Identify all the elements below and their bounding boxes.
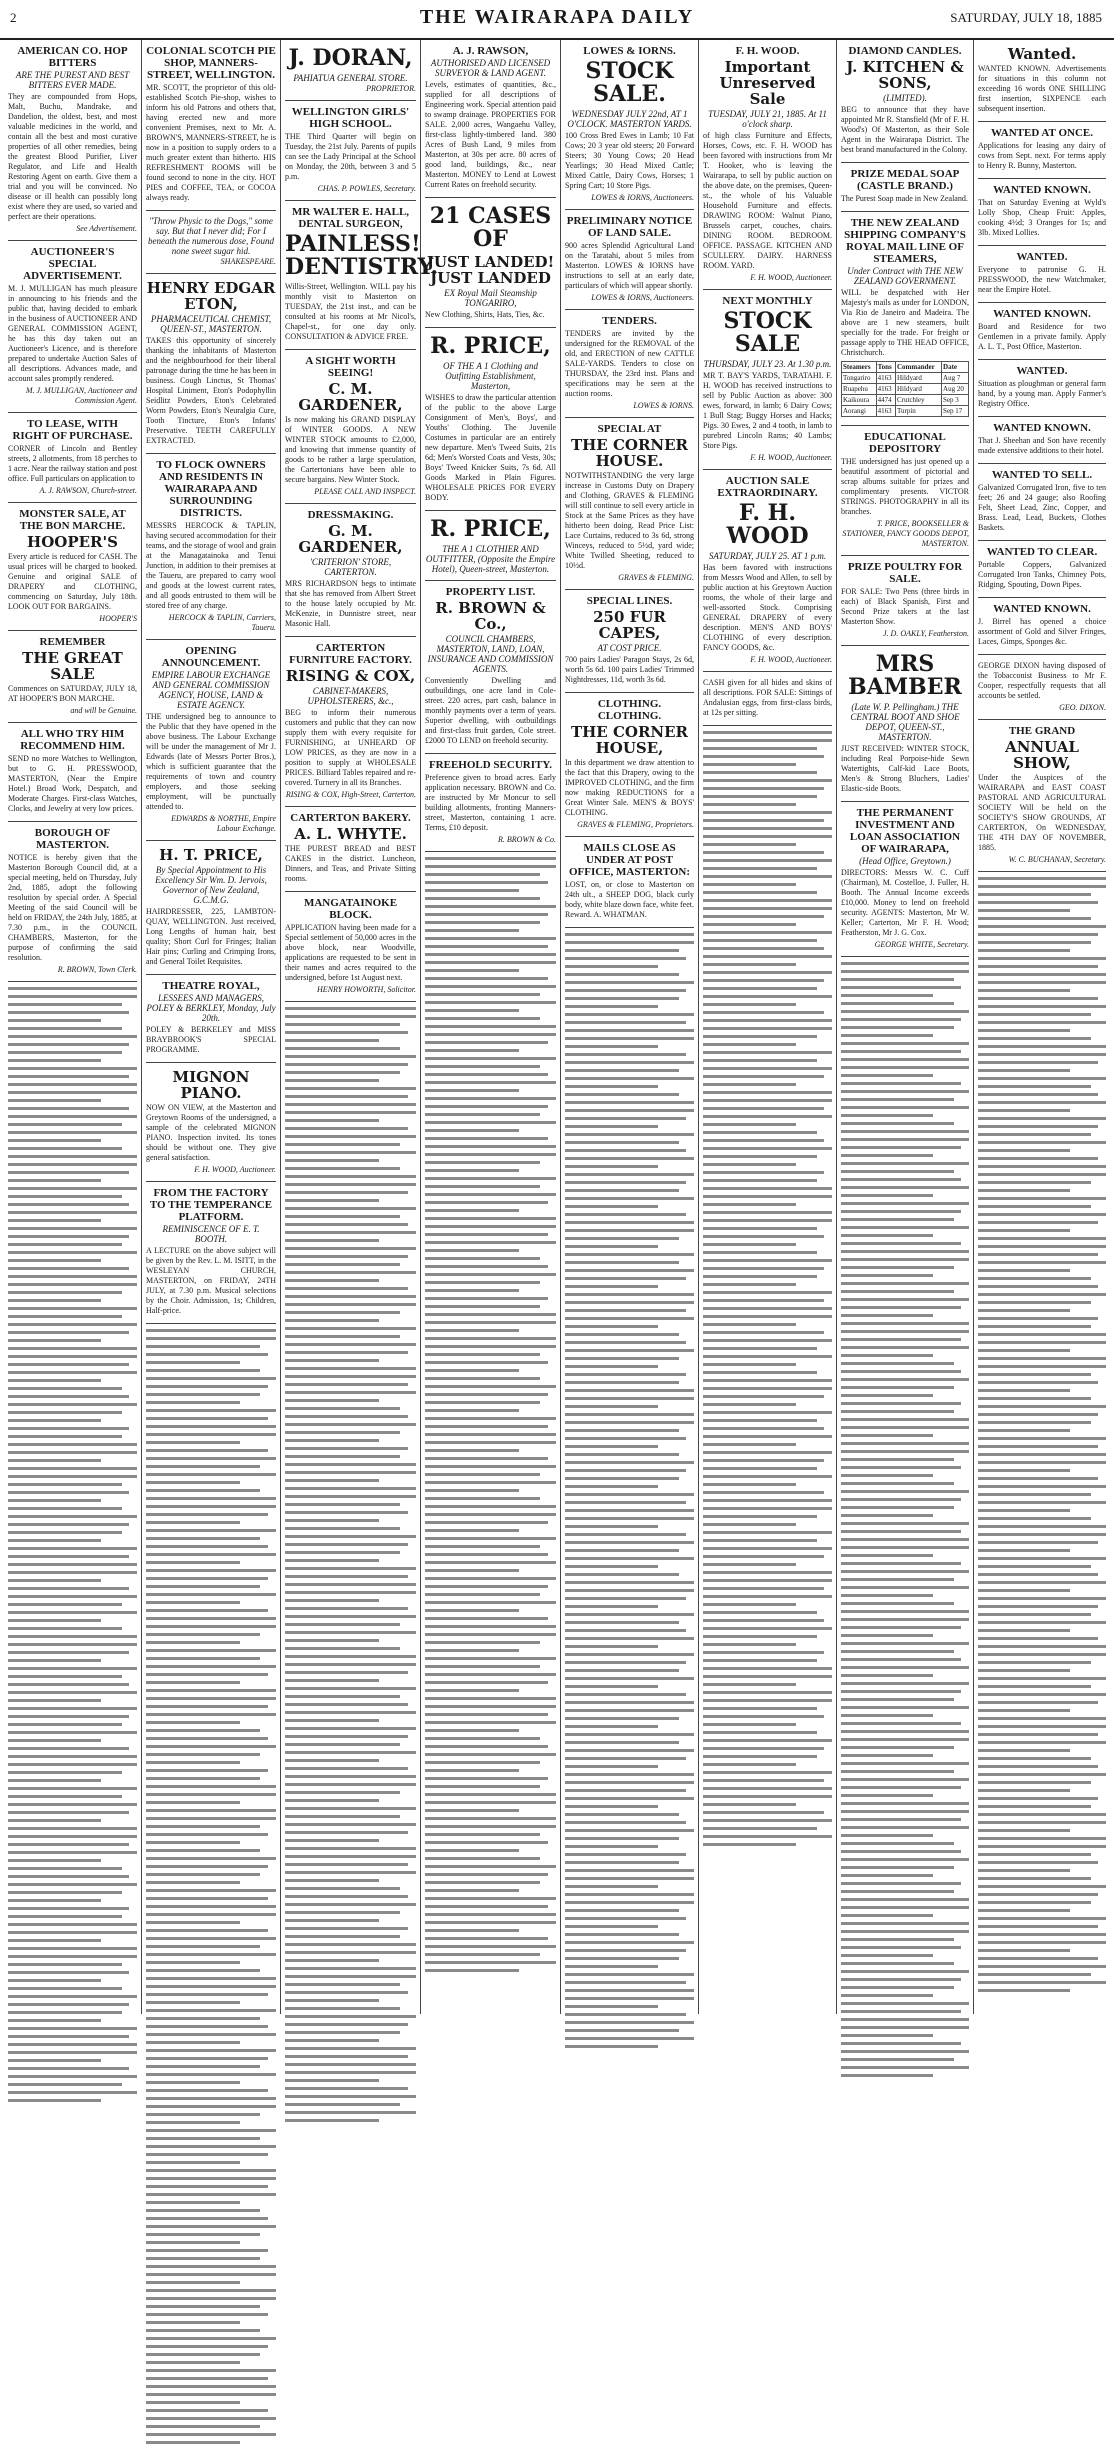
ad-subheading: (Late W. P. Pellingham.) THE CENTRAL BOOT AND SHOE DEPOT, QUEEN-ST., MASTERTON. xyxy=(850,702,960,742)
ad-heading: AUCTION SALE EXTRAORDINARY. xyxy=(717,475,818,499)
ad-body-text: APPLICATION having been made for a Special settlement of 50,000 acres in the above block, near Woodville, applications are requested to be sent in their names and acres required to the undersigned, before 1st August next. xyxy=(285,923,416,982)
ad-display-heading: MRS BAMBER xyxy=(848,651,962,700)
ad-signature: T. PRICE, BOOKSELLER & STATIONER, FANCY GOODS DEPOT, MASTERTON. xyxy=(842,519,969,548)
ad-heading: WANTED KNOWN. xyxy=(993,184,1091,196)
ad-body-text: CORNER of Lincoln and Bentley streets, 2 allotments, from 18 perches to 1 acre. Near the railway station and post office. Full particulars on application to xyxy=(8,444,137,483)
advertisement xyxy=(565,210,694,310)
ad-body-text: HAIRDRESSER, 225, LAMBTON-QUAY, WELLINGTON. Just received, Long Lengths of human hair, best quality; Short Curl for Fringes; Italian Hair pins; Curling and Crimping Irons, and General Toilet Requisites. xyxy=(146,907,276,966)
advertisement xyxy=(425,511,556,581)
ad-heading: FREEHOLD SECURITY. xyxy=(428,759,553,771)
advertisement xyxy=(565,693,694,837)
ad-body-text: THE PUREST BREAD and BEST CAKES in the district. Luncheon, Dinners, and Teas, and Private Sitting rooms. xyxy=(285,844,416,883)
advertisement xyxy=(978,246,1106,303)
ad-subheading: WEDNESDAY JULY 22nd, AT 1 O'CLOCK. MASTERTON YARDS. xyxy=(567,109,692,129)
ad-heading: TO FLOCK OWNERS AND RESIDENTS IN WAIRARAPA AND SURROUNDING DISTRICTS. xyxy=(156,459,266,519)
ad-body-text: MESSRS HERCOCK & TAPLIN, having secured accommodation for their teams, and the storage of wool and grain at the Managatainoka and Tenui Junction, in addition to their premises at the Taueru, are prepared to carry wool and goods at the lowest current rates, and all goods entrusted to them will be stored free of any charge. xyxy=(146,521,276,610)
ad-body-text: Applications for leasing any dairy of cows from Sept. next. For terms apply to Henry R. Bunny, Masterton. xyxy=(978,141,1106,170)
table-cell: Sep 17 xyxy=(942,406,969,417)
ad-subheading: LESSEES AND MANAGERS, POLEY & BERKLEY, Monday, July 20th. xyxy=(146,993,276,1023)
advertisement xyxy=(8,723,137,822)
ad-body-text: MRS RICHARDSON begs to intimate that she has removed from Albert Street to the house lately occupied by Mr. McKenzie, in Dunnistre street, near Masonic Hall. xyxy=(285,579,416,628)
ad-subheading: TUESDAY, JULY 21, 1885. At 11 o'clock sharp. xyxy=(708,109,827,129)
ad-signature: LOWES & IORNS. xyxy=(633,401,694,410)
columns xyxy=(4,40,1110,2014)
ad-heading: MANGATAINOKE BLOCK. xyxy=(303,897,398,921)
ad-heading: WANTED AT ONCE. xyxy=(991,127,1093,139)
advertisement xyxy=(565,590,694,693)
ad-signature: GEO. DIXON. xyxy=(1059,703,1106,712)
advertisement xyxy=(978,303,1106,360)
advertisement xyxy=(703,470,832,672)
advertisement xyxy=(425,328,556,511)
ad-body-text: MR T. BAY'S YARDS, TARATAHI. F. H. WOOD has received instructions to sell by Public Auction as above: 300 ewes, forward, in lamb; 6 Dairy Cows; 1 Bull Stag; Buggy Horses and Hacks; Pigs. 30 Ewes, 2 and 4 tooth, in lamb to purebred Lincoln Rams; 40 Lambs; Store Pigs. xyxy=(703,371,832,450)
ad-body-text: GEORGE DIXON having disposed of the Tobacconist Business to Mr F. Cooper, respectfully requests that all accounts be settled. xyxy=(978,661,1106,700)
table-cell: Hildyard xyxy=(896,384,942,395)
ad-body-text: BEG to inform their numerous customers and public that they can now supply them with every requisite for FURNISHING, at UNHEARD OF LOW PRICES, as they are now in a position to supply at WHOLESALE PRICES. Billiard Tables repaired and re-covered. Turnery in all its Branches. xyxy=(285,708,416,787)
ad-subheading: 'CRITERION' STORE, CARTERTON. xyxy=(309,557,392,577)
advertisement xyxy=(285,40,416,101)
ad-body-text: DIRECTORS: Messrs W. C. Cuff (Chairman), M. Costelloe, J. Fuller, H. Booth. The Annual Income exceeds £10,000. Money to lend on freehold security. AGENTS: Masterton, Mr W. Keller; Carterton, Mr F. H. Wood; Featherston, Mr J. G. Cox. xyxy=(841,868,969,937)
ad-heading: WANTED KNOWN. xyxy=(993,422,1091,434)
ad-body-text: A LECTURE on the above subject will be given by the Rev. L. M. ISITT, in the WESLEYAN CHURCH, MASTERTON, on FRIDAY, 24TH JULY, at 7.30 p.m. Musical selections by the Choir. Admission, 1s; Children, Half-price. xyxy=(146,1246,276,1315)
ad-subheading: PAHIATUA GENERAL STORE. xyxy=(293,73,408,83)
table-cell: 4163 xyxy=(876,373,895,384)
ad-subheading: EX Royal Mail Steamship TONGARIRO, xyxy=(444,288,537,308)
ad-heading: WANTED. xyxy=(1016,251,1068,263)
ad-body-text: SEND no more Watches to Wellington, but to G. H. PRESSWOOD, MASTERTON, (Near the Empire Hotel.) Broad Work, Despatch, and Moderate Charges. First-class Watches, Clocks, and Jewelry at very low prices. xyxy=(8,754,137,813)
ad-subheading: REMINISCENCE OF E. T. BOOTH. xyxy=(162,1224,260,1244)
ad-heading: AUCTIONEER'S SPECIAL ADVERTISEMENT. xyxy=(23,246,122,282)
ad-body-text: FOR SALE: Two Pens (three birds in each) of Black Spanish, First and Second Prize takers at the last Masterton Show. xyxy=(841,587,969,626)
ad-display-heading: STOCK SALE xyxy=(723,308,812,357)
small-print-filler xyxy=(285,1007,416,2122)
ad-body-text: JUST RECEIVED: WINTER STOCK, including Real Porpoise-hide Sewn Watertights, Calf-kid Lace Boots, Men's & Strong Bluchers, Ladies' Elastic-side Boots. xyxy=(841,744,969,793)
ad-signature: See Advertisement. xyxy=(76,224,137,233)
ad-heading: DIAMOND CANDLES. xyxy=(848,45,962,57)
advertisement xyxy=(425,754,556,852)
table-row xyxy=(842,384,969,395)
advertisement xyxy=(285,201,439,350)
advertisement xyxy=(285,350,416,504)
advertisement xyxy=(978,541,1106,598)
ad-heading: OPENING ANNOUNCEMENT. xyxy=(161,645,261,669)
advertisement xyxy=(978,40,1106,122)
advertisement xyxy=(978,720,1106,872)
table-cell: Aug 7 xyxy=(942,373,969,384)
ad-subheading: "Throw Physic to the Dogs," some say. But that I never did; For I beneath the numerous dose, Found none sweet sugar hid. xyxy=(148,216,274,256)
ad-heading: DRESSMAKING. xyxy=(307,509,394,521)
ad-subheading: COUNCIL CHAMBERS, MASTERTON, LAND, LOAN, INSURANCE AND COMMISSION AGENTS. xyxy=(427,634,554,674)
ad-signature: R. BROWN & Co. xyxy=(498,835,556,844)
advertisement xyxy=(565,40,694,210)
ad-display-heading: STOCK SALE. xyxy=(585,58,674,107)
ad-subheading: PHARMACEUTICAL CHEMIST, QUEEN-ST., MASTERTON. xyxy=(150,314,272,334)
table-header-cell: Commander xyxy=(896,362,942,373)
table-row xyxy=(842,362,969,373)
advertisement xyxy=(146,841,276,975)
ad-heading: THE PERMANENT INVESTMENT AND LOAN ASSOCIATION OF WAIRARAPA, xyxy=(849,807,961,855)
ad-signature: LOWES & IORNS, Auctioneers. xyxy=(591,193,694,202)
table-row xyxy=(842,373,969,384)
ad-subheading: CABINET-MAKERS, UPHOLSTERERS, &c., xyxy=(307,686,394,706)
advertisement xyxy=(146,274,276,454)
table-cell: Ruapehu xyxy=(842,384,877,395)
ad-subheading: SATURDAY, JULY 25. AT 1 p.m. xyxy=(708,551,827,561)
small-print-filler xyxy=(565,933,694,2048)
ad-body-text: Has been favored with instructions from Messrs Wood and Allen, to sell by public auction at his Greytown Auction rooms, the whole of their large and well-assorted Stock. Comprising GENERAL DRAPERY of every description. MEN'S AND BOYS' CLOTHING of every description. FANCY GOODS, &c. xyxy=(703,563,832,652)
ad-bold-heading: A. L. WHYTE. xyxy=(294,825,407,843)
small-print-filler xyxy=(8,987,137,2102)
table-cell: 4163 xyxy=(876,384,895,395)
advertisement xyxy=(425,198,556,328)
advertisement xyxy=(8,503,137,631)
advertisement xyxy=(978,179,1106,246)
ad-signature: HOOPER'S xyxy=(99,614,137,623)
ad-heading: A SIGHT WORTH SEEING! xyxy=(305,355,396,379)
column-5 xyxy=(561,40,699,2014)
ad-body-text: Situation as ploughman or general farm hand, by a young man. Apply Farmer's Registry Office. xyxy=(978,379,1106,408)
ad-bold-heading: Important Unreserved Sale xyxy=(719,58,816,108)
ad-body-text: THE Third Quarter will begin on Tuesday, the 21st July. Parents of pupils can see the Lady Principal at the School on Monday, the 20th, between 3 and 5 p.m. xyxy=(285,132,416,181)
ad-signature: HERCOCK & TAPLIN, Carriers, Taueru. xyxy=(168,613,276,632)
advertisement xyxy=(841,40,969,163)
advertisement xyxy=(8,241,137,413)
advertisement xyxy=(978,417,1106,464)
ad-bold-heading: ANNUAL SHOW, xyxy=(1005,738,1079,772)
ad-bold-heading: Wanted. xyxy=(1007,45,1077,63)
ad-bold-heading: THE CORNER HOUSE, xyxy=(570,723,689,757)
ad-body-text: Conveniently Dwelling and outbuildings, one acre land in Cole-street. 220 acres, part cash, balance in monthly payments over a term of years. Superior dwelling, with outbuildings and first-class fruit garden, Cole street. £2000 TO LEND on freehold security. xyxy=(425,676,556,745)
advertisement xyxy=(425,40,556,198)
advertisement xyxy=(146,975,276,1063)
small-print-filler xyxy=(425,857,556,1972)
ad-heading: THE NEW ZEALAND SHIPPING COMPANY'S ROYAL MAIL LINE OF STEAMERS, xyxy=(844,217,966,265)
ad-heading: F. H. WOOD. xyxy=(735,45,800,57)
table-cell: 4474 xyxy=(876,395,895,406)
ad-heading: WANTED. xyxy=(1016,365,1068,377)
ad-body-text: WANTED KNOWN. Advertisements for situations in this column not exceeding 16 words ONE SHILLING first insertion, SIXPENCE each subsequent insertion. xyxy=(978,64,1106,113)
ad-display-heading: F. H. WOOD xyxy=(726,500,809,549)
ad-signature: EDWARDS & NORTHE, Empire Labour Exchange. xyxy=(171,814,276,833)
advertisement xyxy=(841,802,969,957)
table-cell: Aorangi xyxy=(842,406,877,417)
ad-heading: MR WALTER E. HALL, DENTAL SURGEON, xyxy=(291,206,410,230)
small-print-filler xyxy=(978,877,1106,1992)
ad-heading: AMERICAN CO. HOP BITTERS xyxy=(17,45,128,69)
advertisement xyxy=(285,892,416,1002)
advertisement xyxy=(8,40,137,241)
ad-body-text: Board and Residence for two Gentlemen in a private family. Apply A. L. T., Post Office, Masterton. xyxy=(978,322,1106,351)
ad-display-heading: 21 CASES OF xyxy=(429,203,552,252)
advertisement xyxy=(703,40,832,290)
ad-body-text: New Clothing, Shirts, Hats, Ties, &c. xyxy=(425,310,545,319)
ad-body-text: THE undersigned has just opened up a beautiful assortment of pictorial and scrap albums suitable for prizes and complimentary presents. VICTOR STRINGS. PHOTOGRAPHY in all its branches. xyxy=(841,457,969,516)
ad-heading: SPECIAL AT xyxy=(597,423,662,435)
ad-display-heading: J. DORAN, xyxy=(288,45,413,71)
table-cell: Tongariro xyxy=(842,373,877,384)
table-header-cell: Steamers xyxy=(842,362,877,373)
ad-bold-heading: R. BROWN & Co., xyxy=(435,599,546,633)
newspaper-title: THE WAIRARAPA DAILY xyxy=(419,6,695,28)
advertisement xyxy=(978,360,1106,417)
table-header-cell: Tons xyxy=(876,362,895,373)
ad-heading: SPECIAL LINES. xyxy=(586,595,673,607)
advertisement xyxy=(841,646,969,802)
advertisement xyxy=(978,598,1106,655)
ad-bold-heading: G. M. GARDENER, xyxy=(298,522,403,556)
ad-subheading: EMPIRE LABOUR EXCHANGE AND GENERAL COMMISSION AGENCY, HOUSE, LAND & ESTATE AGENCY. xyxy=(151,670,271,710)
ad-signature: F. H. WOOD, Auctioneer. xyxy=(194,1165,276,1174)
ad-body-text: Everyone to patronise G. H. PRESSWOOD, the new Watchmaker, near the Empire Hotel. xyxy=(978,265,1106,294)
ad-heading: CLOTHING. CLOTHING. xyxy=(597,698,662,722)
ad-body-text: That on Saturday Evening at Wyld's Lolly Shop, Cheap Fruit: Apples, cooking 4½d; 3 Oranges for 1s; and 3lb. Mixed Lollies. xyxy=(978,198,1106,237)
ad-heading: PRELIMINARY NOTICE OF LAND SALE. xyxy=(566,215,693,239)
ad-heading: MAILS CLOSE AS UNDER AT POST OFFICE, MASTERTON: xyxy=(568,842,691,878)
ad-signature: F. H. WOOD, Auctioneer. xyxy=(750,273,832,282)
page-number: 2 xyxy=(10,10,17,25)
advertisement xyxy=(285,807,416,892)
ad-heading: REMEMBER xyxy=(39,636,106,648)
ad-body-text: TENDERS are invited by the undersigned for the REMOVAL of the old, and ERECTION of new CATTLE SALE-YARDS. Tenders to close on THURSDAY, the 23rd inst. Plans and specifications may be seen at the auction rooms. xyxy=(565,329,694,398)
advertisement xyxy=(285,101,416,201)
ad-heading: ALL WHO TRY HIM RECOMMEND HIM. xyxy=(20,728,125,752)
ad-signature: A. J. RAWSON, Church-street. xyxy=(39,486,137,495)
ad-signature: R. BROWN, Town Clerk. xyxy=(57,965,137,974)
ad-body-text: Levels, estimates of quantities, &c., supplied for all descriptions of Engineering work. Special attention paid to swamp drainage. PROPERTIES FOR SALE. 2,000 acres, Wangaehu Valley, first-class lightly-timbered land. 380 Acres of Bush Land, 9 miles from Masterton, at 30s per acre. 80 acres of good land, buildings, &c., near Masterton. MONEY to Lend at Lowest Current Rates on freehold security. xyxy=(425,80,556,189)
ad-bold-heading: RISING & COX, xyxy=(285,667,416,685)
advertisement xyxy=(978,122,1106,179)
ad-body-text: M. J. MULLIGAN has much pleasure in announcing to his friends and the public that, having decided to embark in the business of AUCTIONEER AND GENERAL COMMISSION AGENT, he has this day taken out an Auctioneer's Licence, and is therefore prepared to undertake Auction Sales of all descriptions. Advances made, and account sales promptly rendered. xyxy=(8,284,137,383)
ad-subheading: By Special Appointment to His Excellency Sir Wm. D. Jervois, Governor of New Zealand, G.C.M.G. xyxy=(155,865,267,905)
ad-body-text: TAKES this opportunity of sincerely thanking the inhabitants of Masterton and the neighbourhood for their liberal patronage during the time he has been in business. Cough Linctus, St Thomas' Hospital Liniment, Eton's Podophyllin Seidlitz Powders, Eton's Celebrated Worm Powders, Eton's Neuralgia Cure, Tooth Tincture, Eton's Infants' Preservative. TEETH CAREFULLY EXTRACTED. xyxy=(146,336,276,445)
ad-signature: and will be Genuine. xyxy=(70,706,137,715)
table-cell: Crutchley xyxy=(896,395,942,406)
ad-body-text: NOW ON VIEW, at the Masterton and Greytown Rooms of the undersigned, a sample of the celebrated MIGNON PIANO. Inspection invited. Its tones should be without one. They give general satisfaction. xyxy=(146,1103,276,1162)
ad-bold-heading: C. M. GARDENER, xyxy=(298,380,403,414)
advertisement xyxy=(703,672,832,726)
table-cell: Hildyard xyxy=(896,373,942,384)
ad-heading: EDUCATIONAL DEPOSITORY xyxy=(864,431,946,455)
ad-body-text: 900 acres Splendid Agricultural Land on the Taratahi, about 5 miles from Masterton. LOWES & IORNS have instructions to sell at an early date, particulars of which will appear shortly. xyxy=(565,241,694,290)
ad-signature: PLEASE CALL AND INSPECT. xyxy=(314,487,416,496)
ad-heading: LOWES & IORNS. xyxy=(583,45,676,57)
table-cell: Turpin xyxy=(896,406,942,417)
ad-bold-heading: H. T. PRICE, xyxy=(159,846,263,864)
advertisement xyxy=(8,631,137,723)
ad-body-text: NOTWITHSTANDING the very large increase in Customs Duty on Drapery and Clothing, GRAVES & FLEMING will still continue to sell every article in Stock at the Same Prices as they have hitherto been doing. Read Price List: Lace Curtains, reduced to 3s 6d, strong Winceys, reduced to 5½d, yard wide; White Twilled Sheeting, reduced to 10½d. xyxy=(565,471,694,570)
ad-signature: LOWES & IORNS, Auctioneers. xyxy=(591,293,694,302)
ad-heading: WANTED TO SELL. xyxy=(991,469,1093,481)
ad-subheading: Under Contract with THE NEW ZEALAND GOVERNMENT. xyxy=(847,266,963,286)
ad-heading: WELLINGTON GIRLS' HIGH SCHOOL. xyxy=(291,106,410,130)
ad-bold-heading: THE GREAT SALE xyxy=(22,649,123,683)
ad-body-text: Willis-Street, Wellington. WILL pay his monthly visit to Masterton on TUESDAY, the 21st inst., and can be consulted at his rooms at Mr Nicol's, Chapel-st., for one day only. CONSULTATION & ADVICE FREE. xyxy=(285,282,416,341)
ad-body-text: POLEY & BERKELEY and MISS BRAYBROOK'S SPECIAL PROGRAMME. xyxy=(146,1025,276,1054)
ad-body-text: Is now making his GRAND DISPLAY of WINTER GOODS. A NEW WINTER STOCK amounts to £2,000, and knowing that immense quantity of goods to be rather a large speculation, the Cartertonians have been able to secure bargains. New Winter Stock. xyxy=(285,415,416,484)
ad-body-text: Under the Auspices of the WAIRARAPA and EAST COAST PASTORAL AND AGRICULTURAL SOCIETY Will be held on the SOCIETY'S SHOW GROUNDS, AT CARTERTON, On WEDNESDAY, THE 4TH DAY OF NOVEMBER, 1885. xyxy=(978,773,1106,852)
ad-display-heading: R. PRICE, xyxy=(430,333,551,359)
ad-bold-heading: JUST LANDED! JUST LANDED xyxy=(426,253,555,287)
table-cell: Kaikoura xyxy=(842,395,877,406)
column-3 xyxy=(281,40,439,2014)
advertisement xyxy=(841,163,969,212)
issue-date: SATURDAY, JULY 18, 1885 xyxy=(950,10,1102,25)
ad-bold-heading: J. KITCHEN & SONS, xyxy=(846,58,964,92)
ad-subheading: AT COST PRICE. xyxy=(597,643,662,653)
small-print-filler xyxy=(703,731,832,1846)
ad-bold-heading: HOOPER'S xyxy=(27,533,118,551)
ad-body-text: 700 pairs Ladies' Paragon Stays, 2s 6d, worth 5s 6d. 100 pairs Ladies' Trimmed Nightdresses, 11d, worth 3s 6d. xyxy=(565,655,694,684)
ad-signature: J. D. OAKLY, Featherston. xyxy=(883,629,969,638)
ad-body-text: THE undersigned beg to announce to the Public that they have opened in the above business. The Labour Exchange will be under the management of Mr J. Edwards (late of Messrs Porter Bros.), which is sufficient guarantee that the requirements of town and country employers, and those seeking employment, will be punctually attended to. xyxy=(146,712,276,811)
advertisement xyxy=(978,655,1106,720)
ad-signature: RISING & COX, High-Street, Carterton. xyxy=(285,790,416,799)
ad-body-text: J. Birrel has opened a choice assortment of Gold and Silver Fringes, Laces, Gimps, Sponges &c. xyxy=(978,617,1106,646)
column-4 xyxy=(421,40,561,2014)
table-row xyxy=(842,406,969,417)
advertisement xyxy=(425,581,556,754)
ad-heading: CARTERTON FURNITURE FACTORY. xyxy=(289,642,412,666)
ad-heading: PRIZE MEDAL SOAP (CASTLE BRAND.) xyxy=(850,168,960,192)
ad-signature: F. H. WOOD, Auctioneer. xyxy=(750,655,832,664)
ad-heading: WANTED TO CLEAR. xyxy=(986,546,1098,558)
advertisement xyxy=(841,212,969,426)
ad-bold-heading: 250 FUR CAPES, xyxy=(593,608,666,642)
ad-heading: WANTED KNOWN. xyxy=(993,308,1091,320)
column-6 xyxy=(699,40,837,2014)
ad-signature: CHAS. P. POWLES, Secretary. xyxy=(317,184,416,193)
ad-signature: SHAKESPEARE. xyxy=(220,257,276,266)
table-header-cell: Date xyxy=(942,362,969,373)
advertisement xyxy=(978,464,1106,541)
ad-body-text: BEG to announce that they have appointed Mr R. Stansfield (Mr of F. H. Wood's) Of Masterton, as their Sole Agent in the Wairarapa District. The best brand manufactured in the Colony. xyxy=(841,105,969,154)
ad-body-text: Every article is reduced for CASH. The usual prices will be charged to booked. Genuine and original SALE of DRAPERY and CLOTHING, commencing on Saturday, July 18th. LOOK OUT FOR BARGAINS. xyxy=(8,552,137,611)
ad-body-text: WILL be despatched with Her Majesty's mails as under for LONDON, Via Rio de Janeiro and Madeira. The above are 1 new steamers, built specially for the trade. For freight or passage apply to THE HEAD OFFICE, Christchurch. xyxy=(841,288,969,357)
small-print-filler xyxy=(841,962,969,2077)
table-cell: Aug 20 xyxy=(942,384,969,395)
ad-signature: GRAVES & FLEMING, Proprietors. xyxy=(577,820,694,829)
ad-heading: FROM THE FACTORY TO THE TEMPERANCE PLATFORM. xyxy=(149,1187,273,1223)
advertisement xyxy=(565,418,694,590)
ad-body-text: Portable Coppers, Galvanized Corrugated Iron Tanks, Chimney Pots, Ridging, Spouting, Down Pipes. xyxy=(978,560,1106,589)
ad-body-text: MR. SCOTT, the proprietor of this old-established Scotch Pie-shop, wishes to inform his old Patrons and others that, having erected new and more convenient Premises, next to Mr. A. BROWN'S, MANNERS-STREET, he is now in a position to supply orders to a much greater extent than hitherto. HIS REFRESHMENT ROOMS will be found second to none in the city. HOT PIES and COFFEE, TEA, or COCOA always ready. xyxy=(146,83,276,202)
ad-body-text: They are compounded from Hops, Malt, Buchu, Mandrake, and Dandelion, the oldest, best, and most valuable medicines in the world, and contain all the best and most curative properties of all other remedies, being the greatest Blood Purifier, Liver Regulator, and Life and Health Restoring Agent on earth. Give them a trial and you will be convinced. No disease or ill health can possibly long exist where they are used, so varied and perfect are their operations. xyxy=(8,92,137,221)
ad-bold-heading: MIGNON PIANO. xyxy=(172,1068,250,1102)
advertisement xyxy=(565,837,694,928)
ad-heading: MONSTER SALE, AT THE BON MARCHE. xyxy=(19,508,126,532)
ad-subheading: (LIMITED). xyxy=(883,93,927,103)
ad-signature: F. H. WOOD, Auctioneer. xyxy=(750,453,832,462)
ad-body-text: 100 Cross Bred Ewes in Lamb; 10 Fat Cows; 20 3 year old steers; 20 Forward Steers; 30 Young Cows; 20 Head Yearlings; 30 Head Mixed Cattle; Mixed Cattle, Dairy Cows, Horses; 1 Spring Cart; 10 Store Pigs. xyxy=(565,131,694,190)
ad-display-heading: R. PRICE, xyxy=(430,516,551,542)
ad-display-heading: PAINLESS! DENTISTRY. xyxy=(285,231,439,280)
ad-signature: PROPRIETOR. xyxy=(366,84,416,93)
ad-heading: THEATRE ROYAL, xyxy=(162,980,260,992)
ad-heading: TENDERS. xyxy=(602,315,657,327)
ad-body-text: Commences on SATURDAY, JULY 18, AT HOOPER'S BON MARCHE. xyxy=(8,684,137,703)
advertisement xyxy=(146,211,276,274)
table-cell: 4163 xyxy=(876,406,895,417)
ad-subheading: ARE THE PUREST AND BEST BITTERS EVER MADE. xyxy=(15,70,130,90)
advertisement xyxy=(146,1063,276,1182)
advertisement xyxy=(285,504,416,637)
ad-signature: W. C. BUCHANAN, Secretary. xyxy=(1008,855,1106,864)
small-print-filler xyxy=(146,1329,276,2444)
advertisement xyxy=(8,413,137,503)
column-7 xyxy=(837,40,974,2014)
ad-body-text: NOTICE is hereby given that the Masterton Borough Council did, at a special meeting, held on Thursday, July 2nd, 1885, adopt the following resolution by special order. A Special Meeting of the said Council will be held on FRIDAY, the 24th July, 1885, at 7.30 p.m., in the COUNCIL CHAMBERS, Masterton, for the purpose of confirming the said resolution. xyxy=(8,853,137,962)
ad-body-text: of high class Furniture and Effects, Horses, Cows, etc. F. H. WOOD has been favored with instructions from Mr T. Hooker, who is leaving the Wairarapa, to sell by public auction on the above date, on the premises, Queen-st., the whole of his Valuable Household Furniture and effects. DRAWING ROOM: Walnut Piano, Brussels carpet, couches, chairs. DINING ROOM. BEDROOM. OFFICE. PASSAGE. KITCHEN AND SCULLERY. DAIRY. HARNESS ROOM. YARD. xyxy=(703,131,832,270)
ad-subheading: THURSDAY, JULY 23. At 1.30 p.m. xyxy=(703,359,832,369)
ad-subheading: AUTHORISED AND LICENSED SURVEYOR & LAND AGENT. xyxy=(430,58,551,78)
ad-heading: THE GRAND xyxy=(1008,725,1076,737)
ad-heading: BOROUGH OF MASTERTON. xyxy=(34,827,111,851)
ad-heading: PROPERTY LIST. xyxy=(445,586,536,598)
ad-body-text: The Purest Soap made in New Zealand. xyxy=(841,194,968,203)
ad-subheading: (Head Office, Greytown.) xyxy=(859,856,951,866)
column-8 xyxy=(974,40,1110,2014)
ad-bold-heading: HENRY EDGAR ETON, xyxy=(146,279,276,313)
ad-body-text: In this department we draw attention to the fact that this Drapery, owing to the IMPROVED CLOTHING, and the firm now making REDUCTIONS for a Great Winter Sale. MEN'S & BOYS' CLOTHING. xyxy=(565,758,694,817)
ad-heading: CARTERTON BAKERY. xyxy=(290,812,411,824)
advertisement xyxy=(8,822,137,982)
ad-body-text: That J. Sheehan and Son have recently made extensive additions to their hotel. xyxy=(978,436,1106,455)
advertisement xyxy=(841,426,969,556)
advertisement xyxy=(146,454,276,640)
masthead xyxy=(0,0,1114,40)
ad-body-text: WISHES to draw the particular attention of the public to the above Large Consignment of Men's, Boys', and Youths' Clothing. The Juvenile Costumes in particular are an entirely new departure. Men's Tweed Suits, 21s 6d; Men's Worsted Coats and Vests, 30s; Boys' Tweed Knicker Suits, 7s 6d. All Goods Marked in Plain Figures. WHOLESALE PRICES FOR EVERY BODY. xyxy=(425,393,556,502)
sailing-schedule-table xyxy=(841,361,969,417)
advertisement xyxy=(285,637,416,807)
ad-body-text: CASH given for all hides and skins of all descriptions. FOR SALE: Sittings of Andalusian eggs, from first-class birds, at 12s per sitting. xyxy=(703,678,832,717)
ad-heading: COLONIAL SCOTCH PIE SHOP, MANNERS-STREET, WELLINGTON. xyxy=(146,45,276,81)
ad-signature: GEORGE WHITE, Secretary. xyxy=(874,940,969,949)
advertisement xyxy=(146,40,276,211)
table-cell: Sep 3 xyxy=(942,395,969,406)
ad-heading: NEXT MONTHLY xyxy=(722,295,813,307)
ad-heading: WANTED KNOWN. xyxy=(993,603,1091,615)
ad-signature: M. J. MULLIGAN, Auctioneer and Commission Agent. xyxy=(25,386,137,405)
ad-signature: GRAVES & FLEMING. xyxy=(618,573,694,582)
ad-body-text: Galvanized Corrugated Iron, five to ten feet; 26 and 24 gauge; also Roofing Felt, Sheet Lead, Zinc, Copper, and Brass. Lead, Lead, Buckets, Clothes Baskets. xyxy=(978,483,1106,532)
ad-subheading: THE A 1 CLOTHIER AND OUTFITTER, (Opposite the Empire Hotel), Queen-street, Masterton. xyxy=(425,544,556,574)
ad-body-text: LOST, on, or close to Masterton on 24th ult., a SHEEP DOG, black curly body, white blaze down face, white feet. Reward. A. WHATMAN. xyxy=(565,880,694,919)
ad-bold-heading: THE CORNER HOUSE. xyxy=(570,436,689,470)
ad-heading: TO LEASE, WITH RIGHT OF PURCHASE. xyxy=(12,418,133,442)
advertisement xyxy=(565,310,694,418)
ad-body-text: Preference given to broad acres. Early application necessary. BROWN and Co. are instructed by Mr Moncur to sell building allotments, fronting Manners-street, Masterton, containing 1 acre. Terms, £10 deposit. xyxy=(425,773,556,832)
advertisement xyxy=(146,640,276,841)
advertisement xyxy=(146,1182,276,1324)
ad-signature: HENRY HOWORTH, Solicitor. xyxy=(317,985,416,994)
ad-subheading: OF THE A 1 Clothing and Outfitting Establishment, Masterton, xyxy=(443,361,538,391)
column-1 xyxy=(4,40,142,2014)
ad-heading: A. J. RAWSON, xyxy=(452,45,529,57)
ad-heading: PRIZE POULTRY FOR SALE. xyxy=(847,561,963,585)
column-2 xyxy=(142,40,281,2014)
advertisement xyxy=(703,290,832,470)
advertisement xyxy=(841,556,969,646)
table-row xyxy=(842,395,969,406)
